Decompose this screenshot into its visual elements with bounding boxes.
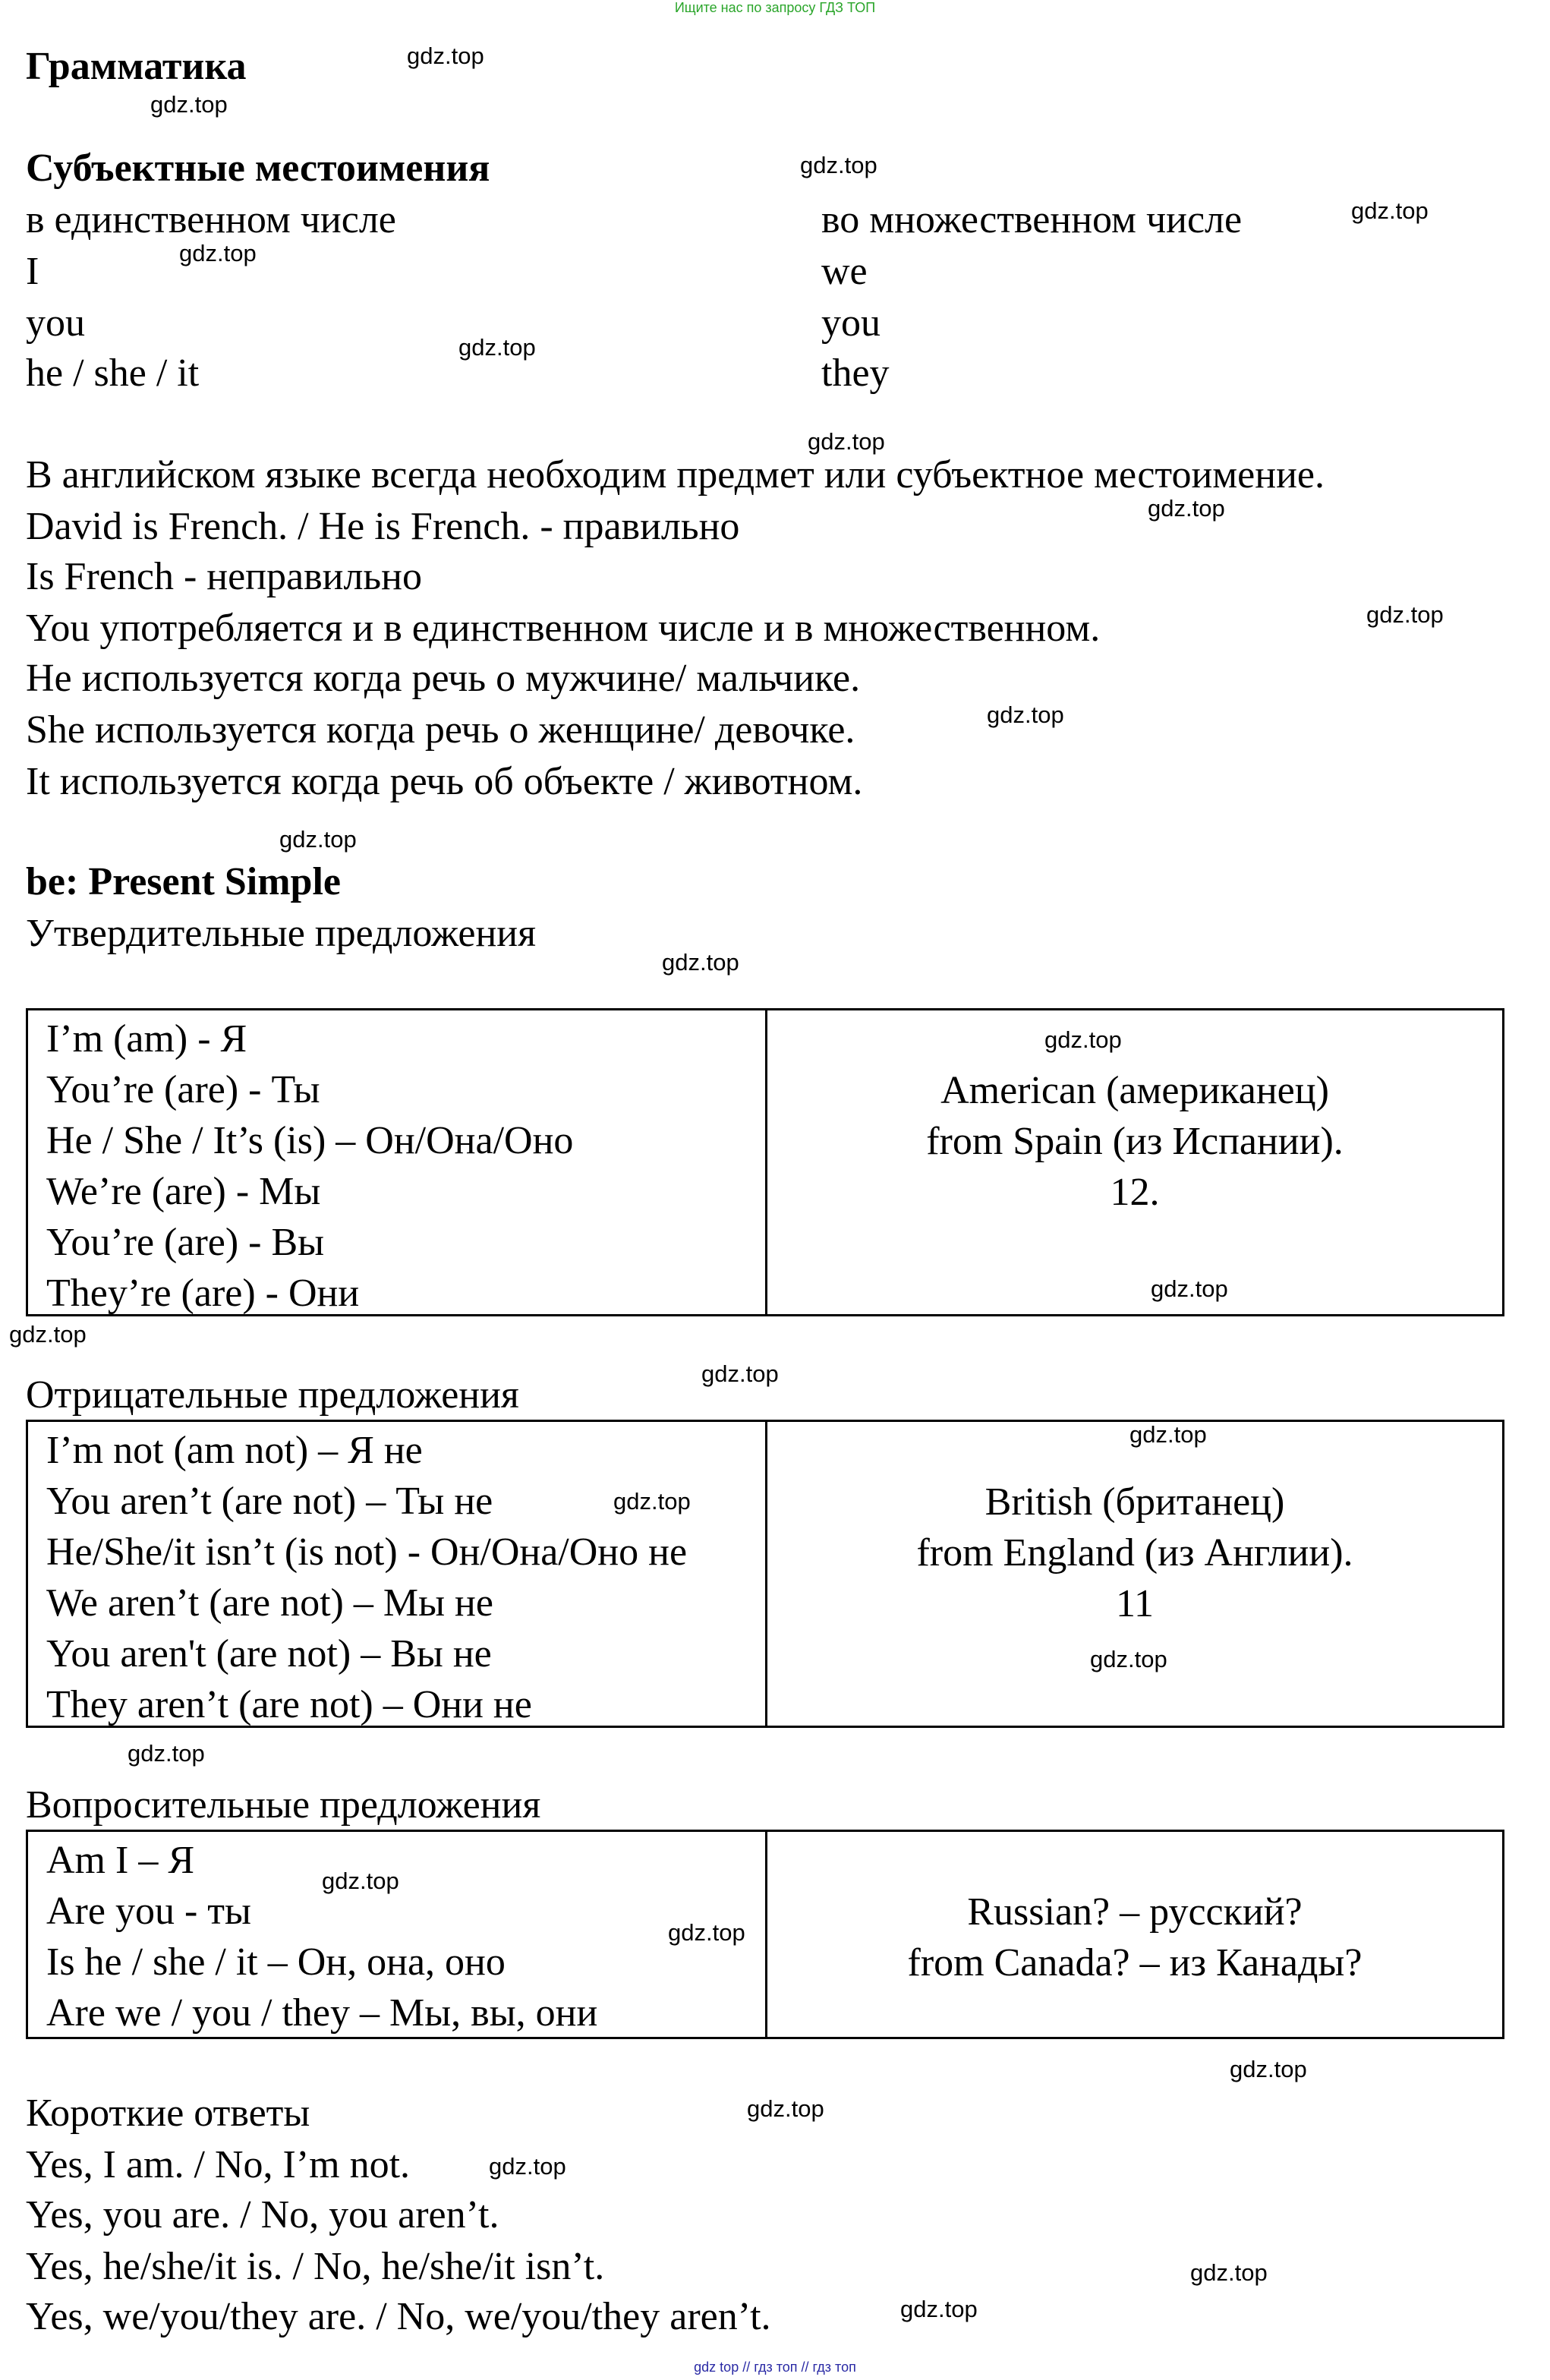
watermark: gdz.top — [1366, 601, 1444, 628]
negative-label: Отрицательные предложения — [26, 1373, 519, 1417]
table-row: You’re (are) - Вы — [46, 1221, 325, 1264]
example-line: from Spain (из Испании). — [926, 1120, 1344, 1163]
example-line: 11 — [1115, 1582, 1155, 1625]
watermark: gdz.top — [662, 949, 739, 976]
table-row: We aren’t (are not) – Мы не — [46, 1581, 493, 1625]
watermark: gdz.top — [613, 1488, 691, 1515]
watermark: gdz.top — [1230, 2056, 1307, 2082]
table-row: You aren’t (are not) – Ты не — [46, 1480, 493, 1523]
watermark: gdz.top — [1044, 1026, 1122, 1053]
singular-pronoun: you — [26, 301, 85, 345]
short-answers-label: Короткие ответы — [26, 2092, 310, 2135]
negative-table — [26, 1420, 1504, 1728]
affirmative-forms — [28, 1010, 767, 1314]
table-row: Are we / you / they – Мы, вы, они — [46, 1991, 598, 2035]
table-row: Am I – Я — [46, 1839, 194, 1882]
table-row: He/She/it isn’t (is not) - Он/Она/Оно не — [46, 1530, 688, 1574]
note-line: В английском языке всегда необходим предмет или субъектное местоимение. — [26, 453, 1325, 496]
example-line: 12. — [1110, 1171, 1160, 1214]
watermark: gdz.top — [747, 2095, 824, 2122]
question-table — [26, 1830, 1504, 2039]
table-row: They aren’t (are not) – Они не — [46, 1683, 532, 1726]
negative-forms — [28, 1422, 767, 1726]
question-examples — [767, 1832, 1502, 2037]
short-answer-line: Yes, I am. / No, I’m not. — [26, 2143, 411, 2186]
page-title: Грамматика — [26, 45, 247, 88]
plural-pronoun: you — [821, 301, 881, 345]
negative-examples — [767, 1422, 1502, 1726]
watermark: gdz.top — [668, 1919, 745, 1946]
singular-header: в единственном числе — [26, 198, 396, 241]
question-forms — [28, 1832, 767, 2037]
example-line: from Canada? – из Канады? — [907, 1941, 1363, 1984]
example-line: American (американец) — [940, 1069, 1329, 1112]
note-line: She используется когда речь о женщине/ девочке. — [26, 708, 855, 752]
watermark: gdz.top — [150, 91, 228, 118]
watermark: gdz.top — [900, 2296, 978, 2322]
table-row: They’re (are) - Они — [46, 1272, 360, 1315]
singular-pronoun: I — [26, 250, 39, 293]
short-answer-line: Yes, he/she/it is. / No, he/she/it isn’t. — [26, 2245, 605, 2288]
watermark: gdz.top — [1351, 197, 1429, 224]
table-row: I’m not (am not) – Я не — [46, 1429, 423, 1472]
watermark: gdz.top — [322, 1868, 399, 1894]
example-line: Russian? – русский? — [967, 1890, 1303, 1934]
watermark: gdz.top — [1148, 495, 1225, 522]
watermark: gdz.top — [179, 240, 257, 266]
watermark: gdz.top — [1151, 1275, 1228, 1302]
table-row: We’re (are) - Мы — [46, 1170, 321, 1213]
plural-pronoun: they — [821, 351, 890, 395]
top-banner: Ищите нас по запросу ГДЗ ТОП — [674, 0, 876, 15]
note-line: David is French. / He is French. - правильно — [26, 505, 740, 548]
table-row: He / She / It’s (is) – Он/Она/Оно — [46, 1119, 574, 1162]
example-line: British (британец) — [985, 1480, 1285, 1524]
affirmative-examples — [767, 1010, 1502, 1314]
subject-pronouns-heading: Субъектные местоимения — [26, 147, 490, 190]
short-answer-line: Yes, we/you/they are. / No, we/you/they aren’t. — [26, 2295, 771, 2338]
watermark: gdz.top — [279, 826, 357, 853]
table-row: You aren't (are not) – Вы не — [46, 1632, 492, 1675]
watermark: gdz.top — [987, 701, 1064, 728]
watermark: gdz.top — [128, 1740, 205, 1767]
watermark: gdz.top — [808, 428, 885, 455]
question-label: Вопросительные предложения — [26, 1783, 541, 1827]
table-row: I’m (am) - Я — [46, 1017, 247, 1061]
short-answer-line: Yes, you are. / No, you aren’t. — [26, 2193, 499, 2237]
watermark: gdz.top — [458, 334, 536, 361]
singular-pronoun: he / she / it — [26, 351, 200, 395]
watermark: gdz.top — [1190, 2259, 1268, 2286]
affirmative-label: Утвердительные предложения — [26, 912, 537, 955]
plural-header: во множественном числе — [821, 198, 1243, 241]
plural-pronoun: we — [821, 250, 868, 293]
note-line: Is French - неправильно — [26, 555, 422, 598]
note-line: You употребляется и в единственном числе и в множественном. — [26, 607, 1101, 650]
watermark: gdz.top — [701, 1360, 779, 1387]
watermark: gdz.top — [407, 43, 484, 69]
be-present-heading: be: Present Simple — [26, 860, 341, 903]
watermark: gdz.top — [489, 2153, 566, 2180]
table-row: Are you - ты — [46, 1890, 251, 1933]
note-line: He используется когда речь о мужчине/ мальчике. — [26, 657, 861, 700]
affirmative-table — [26, 1008, 1504, 1316]
watermark: gdz.top — [1090, 1646, 1167, 1672]
watermark: gdz.top — [9, 1321, 87, 1348]
table-row: Is he / she / it – Он, она, оно — [46, 1940, 506, 1984]
table-row: You’re (are) - Ты — [46, 1068, 320, 1111]
watermark: gdz.top — [1129, 1421, 1207, 1448]
note-line: It используется когда речь об объекте / животном. — [26, 760, 863, 803]
example-line: from England (из Англии). — [916, 1531, 1353, 1575]
watermark: gdz.top — [800, 152, 877, 178]
bottom-banner: gdz top // гдз топ // гдз топ — [694, 2360, 856, 2375]
